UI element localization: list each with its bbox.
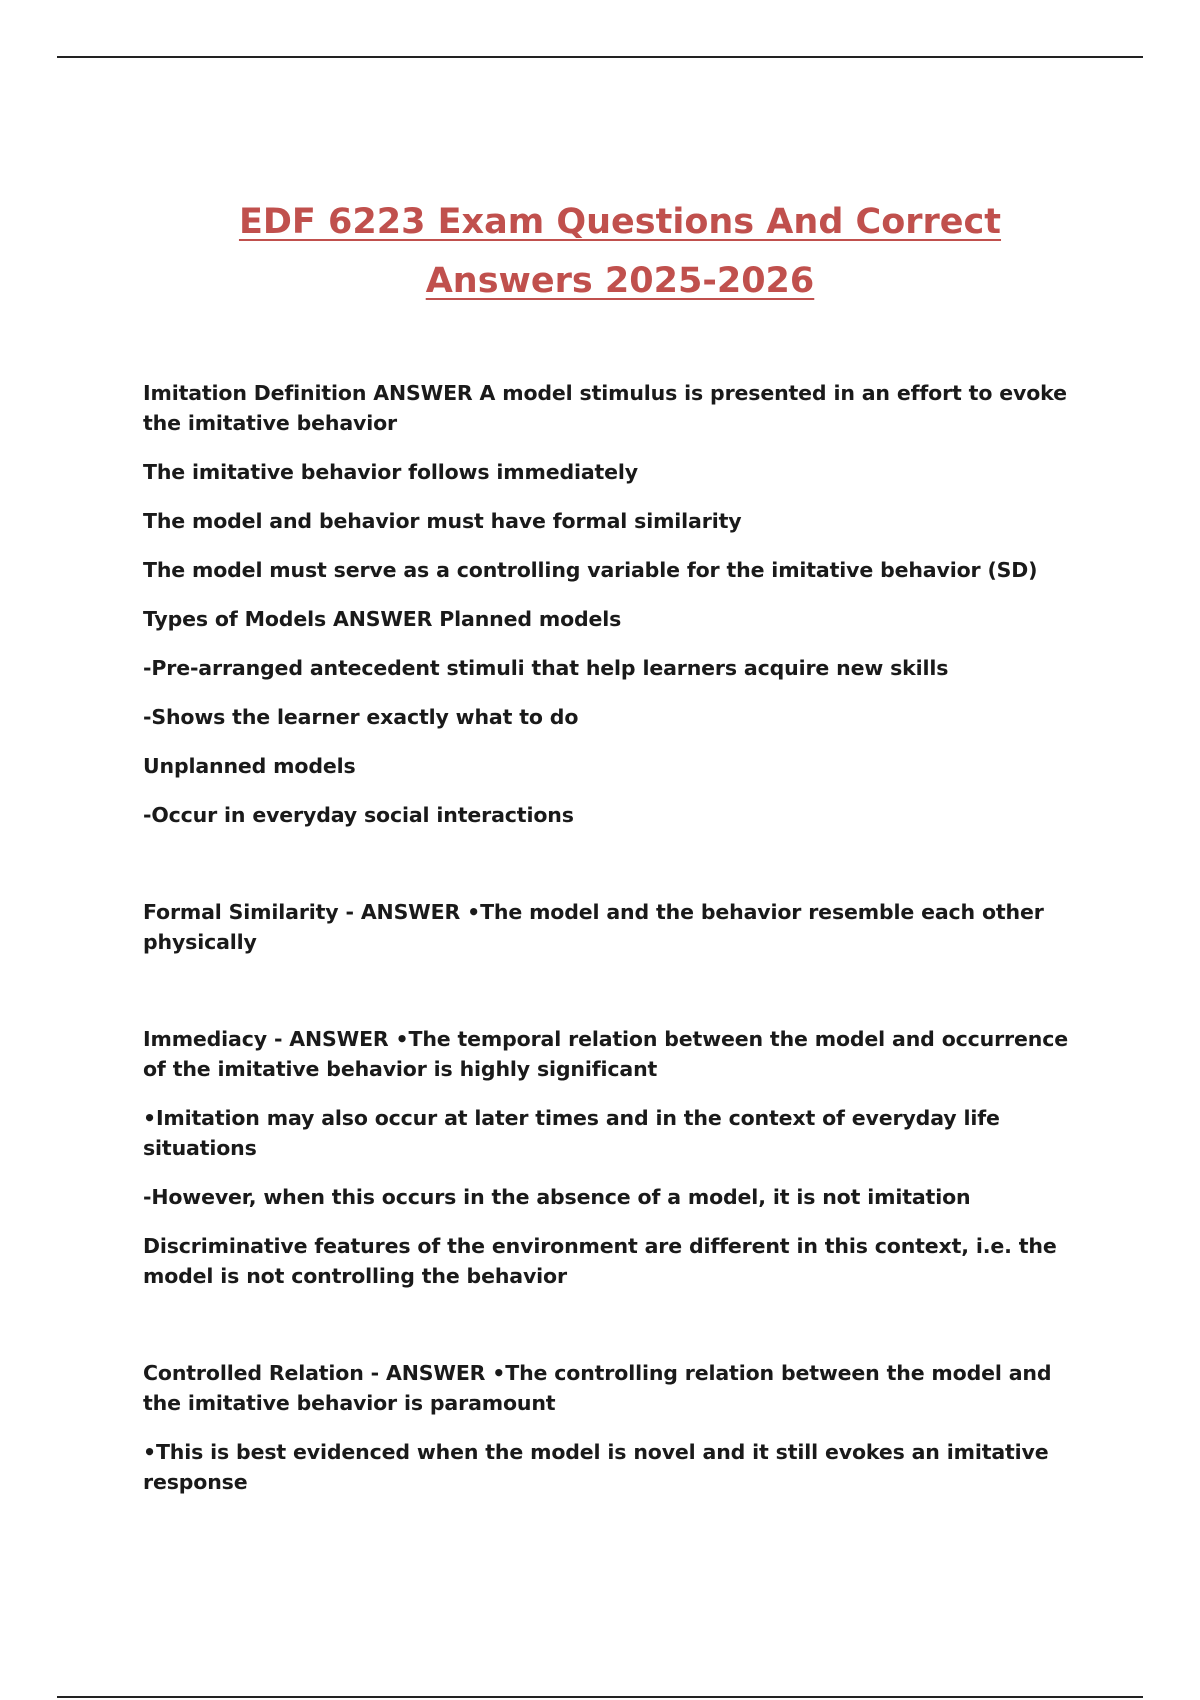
paragraph: The imitative behavior follows immediately	[143, 460, 639, 484]
paragraph: -Occur in everyday social interactions	[143, 803, 574, 827]
document-body	[143, 378, 1083, 1516]
document-title	[0, 193, 1200, 311]
paragraph: •This is best evidenced when the model is novel and it still evokes an imitative response	[143, 1440, 1049, 1494]
paragraph: Types of Models ANSWER Planned models	[143, 607, 622, 631]
paragraph: -Pre-arranged antecedent stimuli that help learners acquire new skills	[143, 656, 949, 680]
paragraph: The model must serve as a controlling variable for the imitative behavior (SD)	[143, 558, 1038, 582]
title-line-1: EDF 6223 Exam Questions And Correct	[238, 202, 1002, 242]
paragraph: Immediacy - ANSWER •The temporal relation between the model and occurrence of the imitative behavior is highly significant	[143, 1027, 1068, 1081]
top-rule	[57, 56, 1143, 58]
title-line-2: Answers 2025-2026	[425, 261, 815, 301]
paragraph: -Shows the learner exactly what to do	[143, 705, 579, 729]
paragraph: The model and behavior must have formal similarity	[143, 509, 742, 533]
paragraph: Unplanned models	[143, 754, 356, 778]
paragraph: Formal Similarity - ANSWER •The model and the behavior resemble each other physically	[143, 900, 1044, 954]
paragraph: •Imitation may also occur at later times and in the context of everyday life situations	[143, 1106, 1000, 1160]
paragraph: Imitation Definition ANSWER A model stimulus is presented in an effort to evoke the imitative behavior	[143, 381, 1067, 435]
paragraph: -However, when this occurs in the absence of a model, it is not imitation	[143, 1185, 971, 1209]
paragraph: Controlled Relation - ANSWER •The controlling relation between the model and the imitative behavior is paramount	[143, 1361, 1052, 1415]
bottom-rule	[57, 1696, 1143, 1698]
paragraph: Discriminative features of the environment are different in this context, i.e. the model is not controlling the behavior	[143, 1234, 1057, 1288]
